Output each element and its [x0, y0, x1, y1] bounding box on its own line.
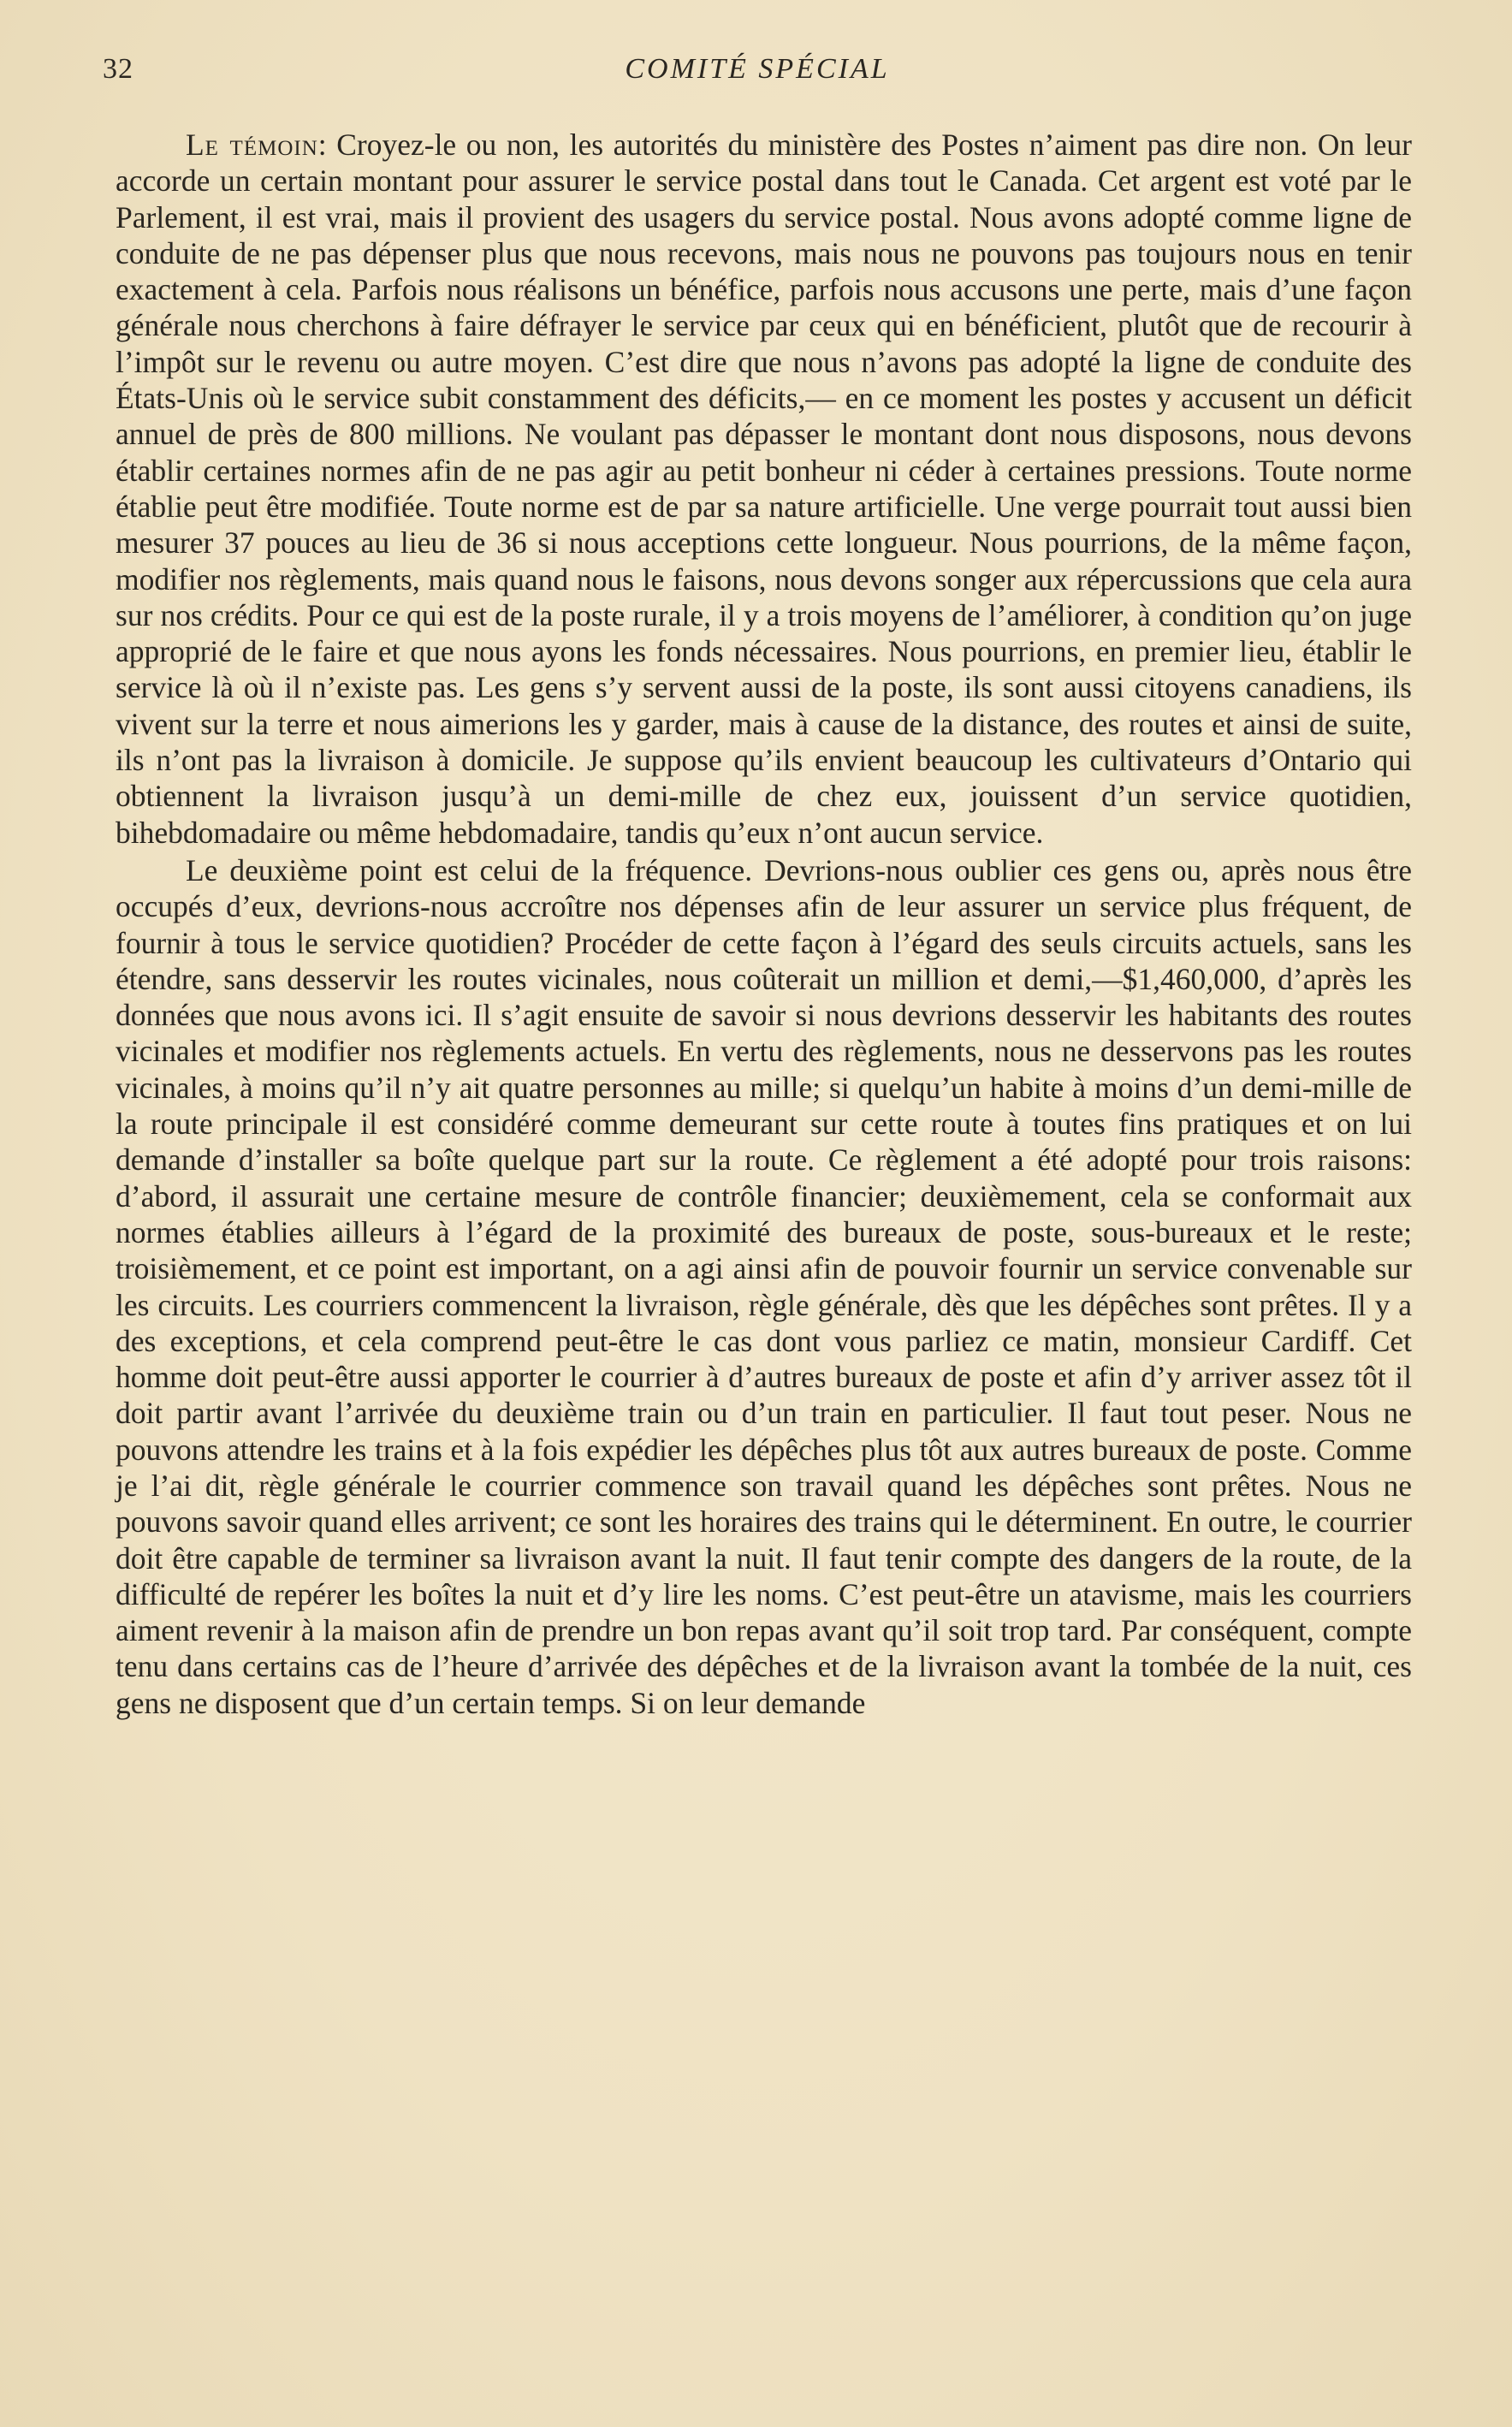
running-title: COMITÉ SPÉCIAL [625, 53, 890, 85]
paragraph-1-text: : Croyez-le ou non, les autorités du ministère des Postes n’aiment pas dire non. On leur accorde un certain montant pour assurer le service postal dans tout le Canada. Cet argent est voté par le Parlement, il est vrai, mais il provient des usagers du service postal. Nous avons adopté comme ligne de conduite de ne pas dépenser plus que nous recevons, mais nous ne pouvons pas toujours nous en tenir exactement à cela. Parfois nous réalisons un bénéfice, parfois nous accusons une perte, mais d’une façon générale nous cherchons à faire défrayer le service par ceux qui en bénéficient, plutôt que de recourir à l’impôt sur le revenu ou autre moyen. C’est dire que nous n’avons pas adopté la ligne de conduite des États-Unis où le service subit constamment des déficits,— en ce moment les postes y accusent un déficit annuel de près de 800 millions. Ne voulant pas dépasser le montant dont nous disposons, nous devons établir certaines normes afin de ne pas agir au petit bonheur ni céder à certaines pressions. Toute norme établie peut être modifiée. Toute norme est de par sa nature artificielle. Une verge pourrait tout aussi bien mesurer 37 pouces au lieu de 36 si nous acceptions cette longueur. Nous pourrions, de la même façon, modifier nos règlements, mais quand nous le faisons, nous devons songer aux répercussions que cela aura sur nos crédits. Pour ce qui est de la poste rurale, il y a trois moyens de l’améliorer, à condition qu’on juge approprié de le faire et que nous ayons les fonds nécessaires. Nous pourrions, en premier lieu, établir le service là où il n’existe pas. Les gens s’y servent aussi de la poste, ils sont aussi citoyens canadiens, ils vivent sur la terre et nous aimerions les y garder, mais à cause de la distance, des routes et ainsi de suite, ils n’ont pas la livraison à domicile. Je suppose qu’ils envient beaucoup les cultivateurs d’Ontario qui obtiennent la livraison jusqu’à un demi-mille de chez eux, jouissent d’un service quotidien, bihebdomadaire ou même hebdomadaire, tandis qu’eux n’ont aucun service. [116, 128, 1412, 850]
paragraph-2 [116, 852, 1412, 1721]
page-header [103, 53, 1412, 96]
body-text [116, 127, 1412, 1721]
paragraph-2-text: Le deuxième point est celui de la fréquence. Devrions-nous oublier ces gens ou, après nous être occupés d’eux, devrions-nous accroître nos dépenses afin de leur assurer un service plus fréquent, de fournir à tous le service quotidien? Procéder de cette façon à l’égard des seuls circuits actuels, sans les étendre, sans desservir les routes vicinales, nous coûterait un million et demi,—$1,460,000, d’après les données que nous avons ici. Il s’agit ensuite de savoir si nous devrions desservir les habitants des routes vicinales et modifier nos règlements actuels. En vertu des règlements, nous ne desservons pas les routes vicinales, à moins qu’il n’y ait quatre personnes au mille; si quelqu’un habite à moins d’un demi-mille de la route principale il est considéré comme demeurant sur cette route à toutes fins pratiques et on lui demande d’installer sa boîte quelque part sur la route. Ce règlement a été adopté pour trois raisons: d’abord, il assurait une certaine mesure de contrôle financier; deuxièmement, cela se conformait aux normes établies ailleurs à l’égard de la proximité des bureaux de poste, sous-bureaux et le reste; troisièmement, et ce point est important, on a agi ainsi afin de pouvoir fournir un service convenable sur les circuits. Les courriers commencent la livraison, règle générale, dès que les dépêches sont prêtes. Il y a des exceptions, et cela comprend peut-être le cas dont vous parliez ce matin, monsieur Cardiff. Cet homme doit peut-être aussi apporter le courrier à d’autres bureaux de poste et afin d’y arriver assez tôt il doit partir avant l’arrivée du deuxième train ou d’un train en particulier. Il faut tout peser. Nous ne pouvons attendre les trains et à la fois expédier les dépêches plus tôt aux autres bureaux de poste. Comme je l’ai dit, règle générale le courrier commence son travail quand les dépêches sont prêtes. Nous ne pouvons savoir quand elles arrivent; ce sont les horaires des trains qui le déterminent. En outre, le courrier doit être capable de terminer sa livraison avant la nuit. Il faut tenir compte des dangers de la route, de la difficulté de repérer les boîtes la nuit et d’y lire les noms. C’est peut-être un atavisme, mais les courriers aiment revenir à la maison afin de prendre un bon repas avant qu’il soit trop tard. Par conséquent, compte tenu dans certains cas de l’heure d’arrivée des dépêches et de la livraison avant la tombée de la nuit, ces gens ne disposent que d’un certain temps. Si on leur demande [116, 852, 1412, 1720]
paragraph-1 [116, 127, 1412, 851]
page-number: 32 [103, 53, 133, 85]
speaker-label: Le témoin [186, 128, 318, 162]
